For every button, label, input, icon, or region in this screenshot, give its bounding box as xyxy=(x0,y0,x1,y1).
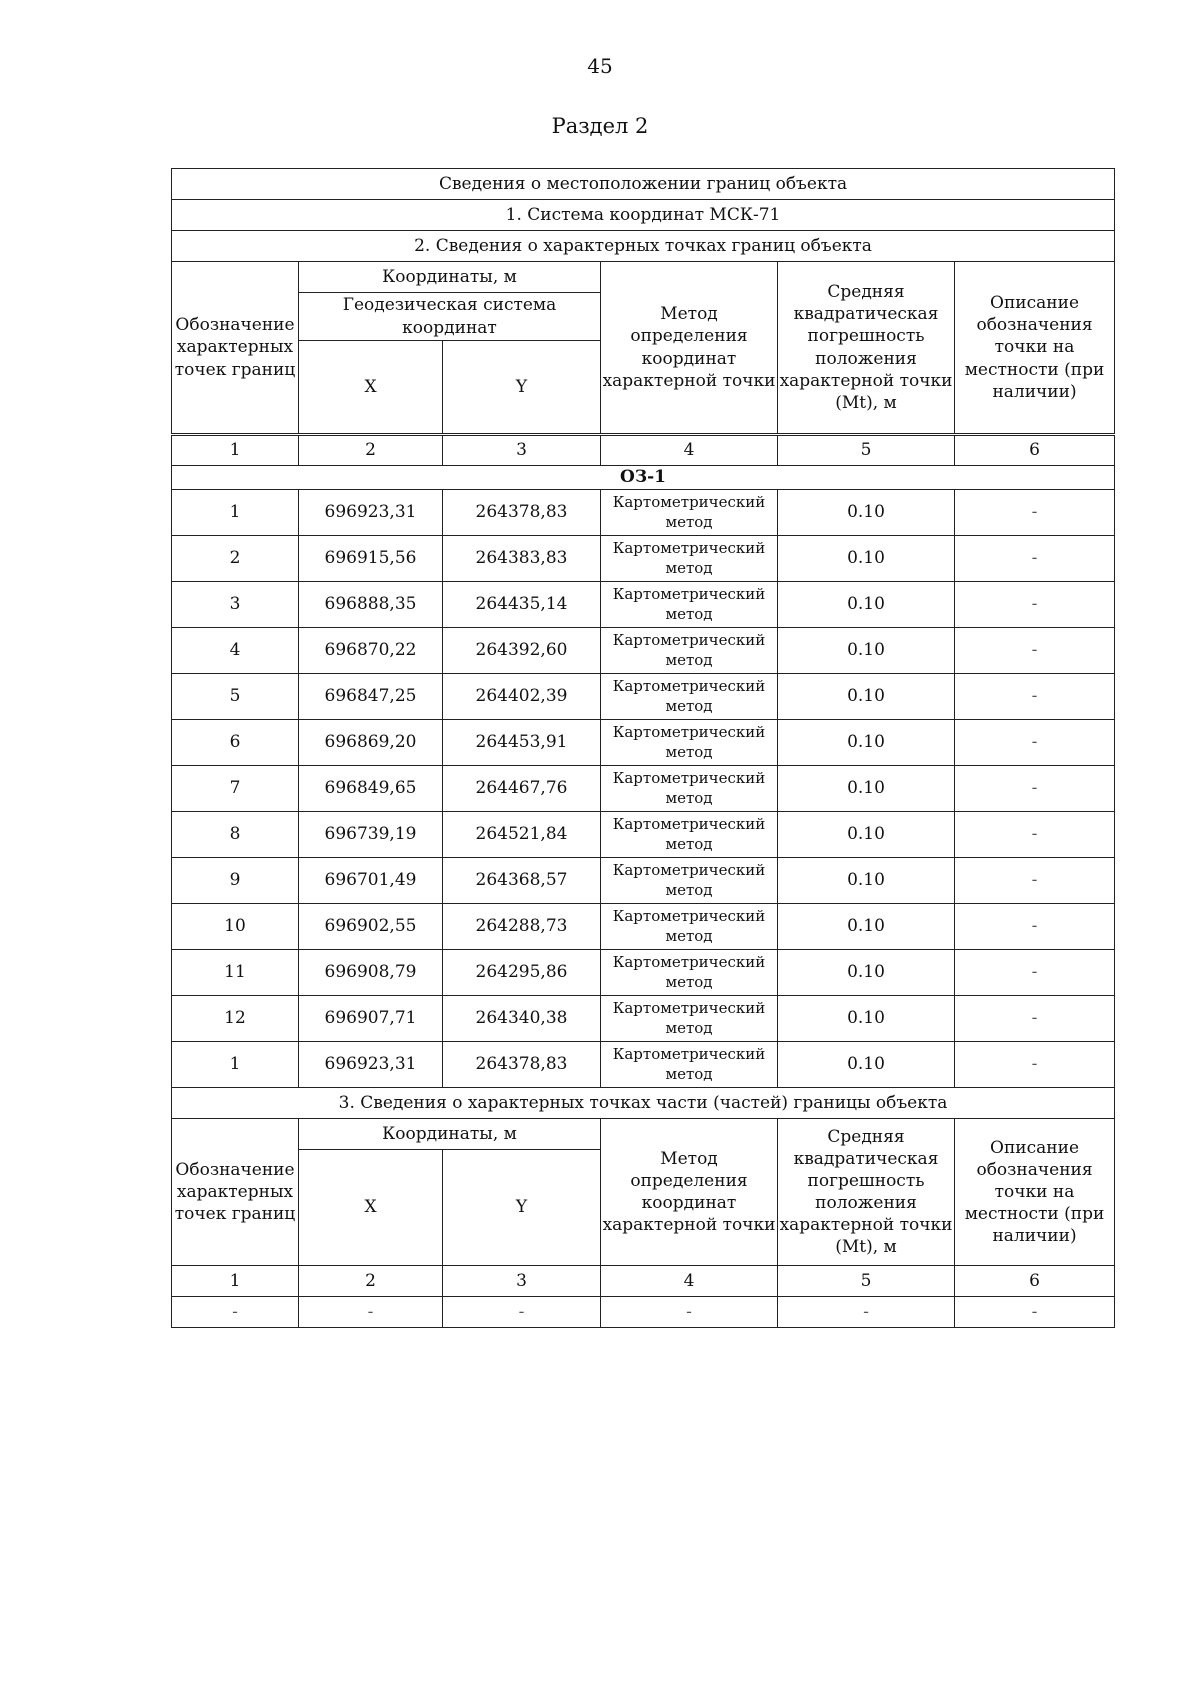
part-header-coords: Координаты, м xyxy=(299,1119,601,1150)
description-cell: - xyxy=(955,674,1115,720)
part-header-y: Y xyxy=(443,1150,601,1266)
page-number: 45 xyxy=(587,54,613,78)
error-cell: 0.10 xyxy=(778,858,955,904)
method-cell: Картометрический метод xyxy=(601,582,778,628)
coord-x: 696907,71 xyxy=(299,996,443,1042)
column-number-cell: 5 xyxy=(778,435,955,466)
description-cell: - xyxy=(955,858,1115,904)
header-y: Y xyxy=(443,341,601,435)
part-column-number-cell: 6 xyxy=(955,1266,1115,1297)
coord-y: 264467,76 xyxy=(443,766,601,812)
error-cell: 0.10 xyxy=(778,996,955,1042)
part-empty-cell: - xyxy=(778,1297,955,1328)
coord-y: 264378,83 xyxy=(443,1042,601,1088)
table-row xyxy=(172,904,1115,950)
coord-x: 696701,49 xyxy=(299,858,443,904)
table-row xyxy=(172,536,1115,582)
table-row xyxy=(172,858,1115,904)
point-number: 9 xyxy=(172,858,299,904)
part-header-x: X xyxy=(299,1150,443,1266)
method-cell: Картометрический метод xyxy=(601,536,778,582)
coord-x: 696869,20 xyxy=(299,720,443,766)
description-cell: - xyxy=(955,582,1115,628)
boundary-table xyxy=(171,168,1115,1328)
error-cell: 0.10 xyxy=(778,904,955,950)
coord-x: 696849,65 xyxy=(299,766,443,812)
table-row xyxy=(172,1042,1115,1088)
error-cell: 0.10 xyxy=(778,950,955,996)
method-cell: Картометрический метод xyxy=(601,674,778,720)
description-cell: - xyxy=(955,1042,1115,1088)
description-cell: - xyxy=(955,950,1115,996)
header-designation: Обозначение характерных точек границ xyxy=(172,262,299,435)
part-header-description: Описание обозначения точки на местности (при наличии) xyxy=(955,1119,1115,1266)
point-number: 5 xyxy=(172,674,299,720)
part-header-error: Средняя квадратическая погрешность положения характерной точки (Mt), м xyxy=(778,1119,955,1266)
coordinate-system-line: 1. Система координат МСК-71 xyxy=(172,200,1115,231)
part-empty-cell: - xyxy=(955,1297,1115,1328)
coord-y: 264521,84 xyxy=(443,812,601,858)
coord-x: 696923,31 xyxy=(299,490,443,536)
description-cell: - xyxy=(955,490,1115,536)
column-number-cell: 2 xyxy=(299,435,443,466)
error-cell: 0.10 xyxy=(778,628,955,674)
point-number: 4 xyxy=(172,628,299,674)
error-cell: 0.10 xyxy=(778,766,955,812)
description-cell: - xyxy=(955,904,1115,950)
header-geo-system: Геодезическая система координат xyxy=(299,293,601,341)
part-column-numbers-row xyxy=(172,1266,1115,1297)
coord-x: 696908,79 xyxy=(299,950,443,996)
part-section-line: 3. Сведения о характерных точках части (частей) границы объекта xyxy=(172,1088,1115,1119)
part-empty-cell: - xyxy=(443,1297,601,1328)
point-number: 2 xyxy=(172,536,299,582)
part-empty-cell: - xyxy=(172,1297,299,1328)
error-cell: 0.10 xyxy=(778,536,955,582)
group-label: ОЗ-1 xyxy=(172,466,1115,490)
column-number-cell: 3 xyxy=(443,435,601,466)
method-cell: Картометрический метод xyxy=(601,904,778,950)
coord-y: 264453,91 xyxy=(443,720,601,766)
section-title: Раздел 2 xyxy=(551,114,649,138)
table-row xyxy=(172,766,1115,812)
table-row xyxy=(172,812,1115,858)
description-cell: - xyxy=(955,536,1115,582)
part-column-number-cell: 3 xyxy=(443,1266,601,1297)
table-row xyxy=(172,674,1115,720)
table-row xyxy=(172,950,1115,996)
method-cell: Картометрический метод xyxy=(601,1042,778,1088)
method-cell: Картометрический метод xyxy=(601,490,778,536)
table-row xyxy=(172,720,1115,766)
error-cell: 0.10 xyxy=(778,674,955,720)
coord-x: 696888,35 xyxy=(299,582,443,628)
part-column-number-cell: 5 xyxy=(778,1266,955,1297)
coord-y: 264340,38 xyxy=(443,996,601,1042)
table-row xyxy=(172,490,1115,536)
part-column-number-cell: 2 xyxy=(299,1266,443,1297)
coord-y: 264378,83 xyxy=(443,490,601,536)
column-number-cell: 1 xyxy=(172,435,299,466)
method-cell: Картометрический метод xyxy=(601,950,778,996)
coord-x: 696847,25 xyxy=(299,674,443,720)
table-row xyxy=(172,628,1115,674)
header-coords: Координаты, м xyxy=(299,262,601,293)
part-column-number-cell: 4 xyxy=(601,1266,778,1297)
part-header-method: Метод определения координат характерной точки xyxy=(601,1119,778,1266)
coord-y: 264392,60 xyxy=(443,628,601,674)
error-cell: 0.10 xyxy=(778,720,955,766)
points-section-line: 2. Сведения о характерных точках границ объекта xyxy=(172,231,1115,262)
coord-y: 264368,57 xyxy=(443,858,601,904)
point-number: 7 xyxy=(172,766,299,812)
column-number-cell: 6 xyxy=(955,435,1115,466)
description-cell: - xyxy=(955,628,1115,674)
coord-y: 264435,14 xyxy=(443,582,601,628)
point-number: 1 xyxy=(172,1042,299,1088)
point-number: 12 xyxy=(172,996,299,1042)
method-cell: Картометрический метод xyxy=(601,720,778,766)
table-caption: Сведения о местоположении границ объекта xyxy=(172,169,1115,200)
coord-y: 264383,83 xyxy=(443,536,601,582)
table-row xyxy=(172,582,1115,628)
point-number: 11 xyxy=(172,950,299,996)
column-number-cell: 4 xyxy=(601,435,778,466)
coord-y: 264295,86 xyxy=(443,950,601,996)
header-method: Метод определения координат характерной точки xyxy=(601,262,778,435)
coord-y: 264402,39 xyxy=(443,674,601,720)
header-error: Средняя квадратическая погрешность положения характерной точки (Mt), м xyxy=(778,262,955,435)
method-cell: Картометрический метод xyxy=(601,766,778,812)
header-description: Описание обозначения точки на местности (при наличии) xyxy=(955,262,1115,435)
coord-x: 696870,22 xyxy=(299,628,443,674)
description-cell: - xyxy=(955,766,1115,812)
part-empty-cell: - xyxy=(299,1297,443,1328)
part-header-designation: Обозначение характерных точек границ xyxy=(172,1119,299,1266)
coord-x: 696739,19 xyxy=(299,812,443,858)
point-number: 3 xyxy=(172,582,299,628)
error-cell: 0.10 xyxy=(778,812,955,858)
description-cell: - xyxy=(955,720,1115,766)
error-cell: 0.10 xyxy=(778,490,955,536)
coord-x: 696915,56 xyxy=(299,536,443,582)
header-x: X xyxy=(299,341,443,435)
coord-y: 264288,73 xyxy=(443,904,601,950)
error-cell: 0.10 xyxy=(778,1042,955,1088)
point-number: 1 xyxy=(172,490,299,536)
part-empty-row xyxy=(172,1297,1115,1328)
description-cell: - xyxy=(955,812,1115,858)
coord-x: 696923,31 xyxy=(299,1042,443,1088)
method-cell: Картометрический метод xyxy=(601,996,778,1042)
description-cell: - xyxy=(955,996,1115,1042)
method-cell: Картометрический метод xyxy=(601,812,778,858)
part-empty-cell: - xyxy=(601,1297,778,1328)
part-column-number-cell: 1 xyxy=(172,1266,299,1297)
point-number: 6 xyxy=(172,720,299,766)
method-cell: Картометрический метод xyxy=(601,858,778,904)
point-number: 8 xyxy=(172,812,299,858)
error-cell: 0.10 xyxy=(778,582,955,628)
method-cell: Картометрический метод xyxy=(601,628,778,674)
coord-x: 696902,55 xyxy=(299,904,443,950)
column-numbers-row xyxy=(172,435,1115,466)
point-number: 10 xyxy=(172,904,299,950)
table-row xyxy=(172,996,1115,1042)
